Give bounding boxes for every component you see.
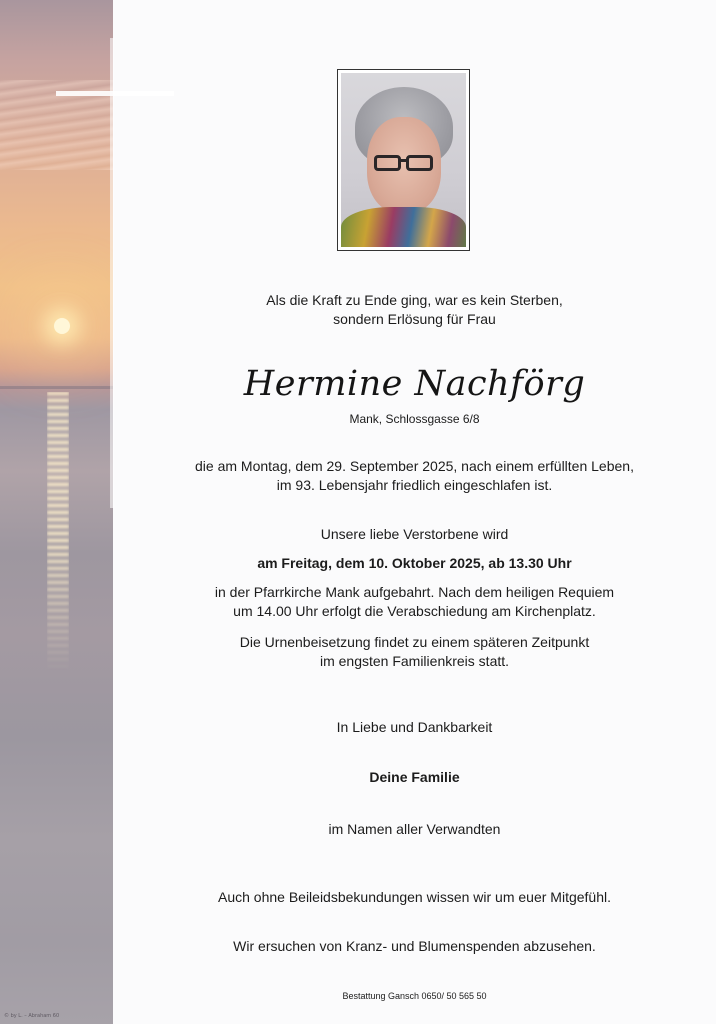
intro-line-2: sondern Erlösung für Frau xyxy=(333,311,496,327)
glasses-right-icon xyxy=(406,155,433,171)
viewing-date: am Freitag, dem 10. Oktober 2025, ab 13.30 Uhr xyxy=(257,555,572,571)
image-credit: © by L. – Abraham 60 xyxy=(4,1013,60,1019)
glasses-bridge xyxy=(400,159,408,162)
horizon-line xyxy=(0,386,113,389)
glasses-left-icon xyxy=(374,155,401,171)
burial-line-2: im engsten Familienkreis statt. xyxy=(319,653,510,669)
condolences-note: Auch ohne Beileidsbekundungen wissen wir um euer Mitgefühl. xyxy=(217,889,611,905)
viewing-line-2: um 14.00 Uhr erfolgt die Verabschiedung am Kirchenplatz. xyxy=(233,603,596,619)
deceased-name: Hermine Nachförg xyxy=(243,364,586,404)
portrait-scarf xyxy=(341,207,466,247)
viewing-line-1: in der Pfarrkirche Mank aufgebahrt. Nach dem heiligen Requiem xyxy=(214,584,615,600)
undertaker-footer: Bestattung Gansch 0650/ 50 565 50 xyxy=(342,991,487,1001)
cross-vertical-bar xyxy=(110,38,114,508)
portrait-photo xyxy=(341,73,466,247)
viewing-details xyxy=(113,583,716,621)
deceased-address: Mank, Schlossgasse 6/8 xyxy=(349,412,480,426)
flowers-note: Wir ersuchen von Kranz- und Blumenspenden abzusehen. xyxy=(233,938,596,954)
intro-block xyxy=(113,291,716,329)
burial-line-1: Die Urnenbeisetzung findet zu einem späteren Zeitpunkt xyxy=(239,634,590,650)
sun-icon xyxy=(54,318,70,334)
death-line-2: im 93. Lebensjahr friedlich eingeschlafen ist. xyxy=(276,477,553,493)
burial-notice xyxy=(113,633,716,671)
intro-line-1: Als die Kraft zu Ende ging, war es kein Sterben, xyxy=(266,292,563,308)
closing-relatives: im Namen aller Verwandten xyxy=(328,821,501,837)
closing-love: In Liebe und Dankbarkeit xyxy=(336,719,493,735)
closing-family: Deine Familie xyxy=(369,769,460,785)
sun-reflection xyxy=(47,392,69,672)
sunset-sea-image xyxy=(0,0,113,1024)
viewing-intro: Unsere liebe Verstorbene wird xyxy=(320,526,509,542)
death-line-1: die am Montag, dem 29. September 2025, nach einem erfüllten Leben, xyxy=(195,458,634,474)
death-notice xyxy=(113,457,716,495)
cross-horizontal-bar xyxy=(56,91,174,96)
portrait-frame xyxy=(337,69,470,251)
